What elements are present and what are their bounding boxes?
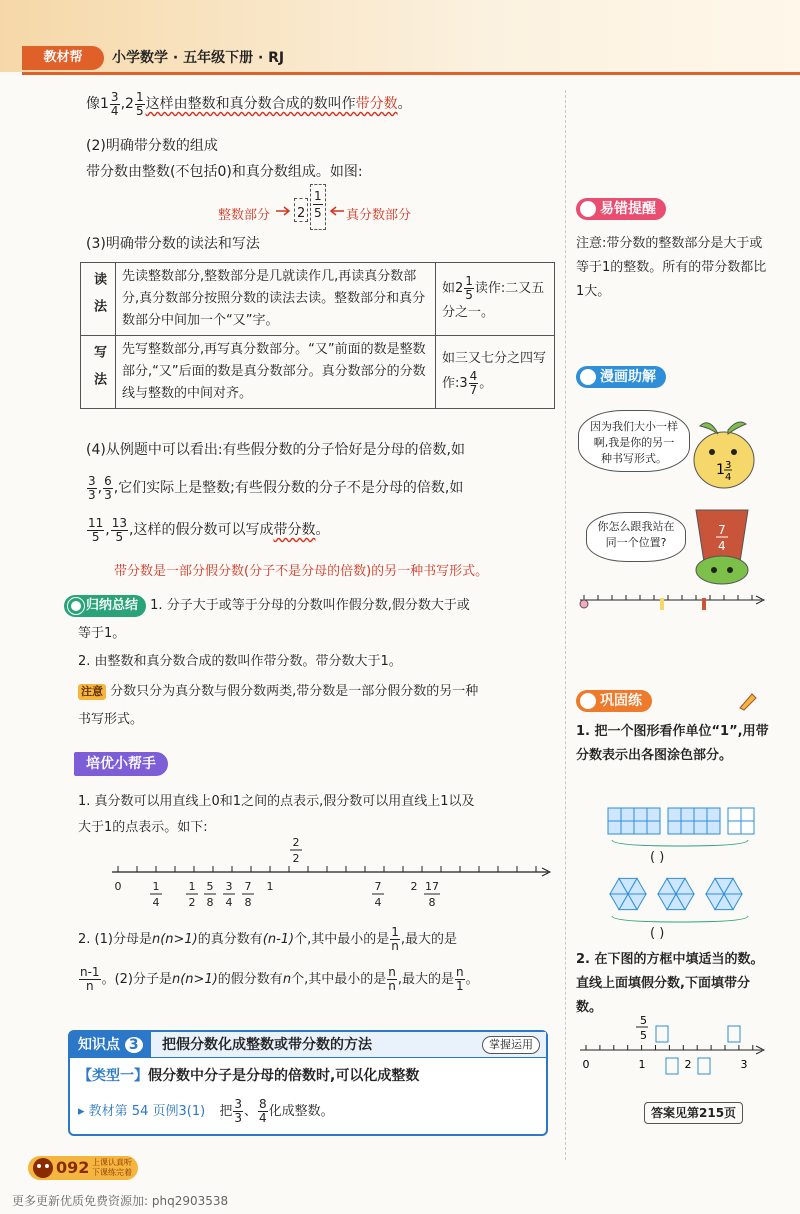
svg-text:2: 2	[410, 880, 418, 893]
svg-text:8: 8	[428, 896, 436, 909]
mistake-badge: 易错提醒	[576, 198, 666, 220]
header-divider	[22, 72, 800, 75]
triangle-icon: ▸	[78, 1104, 89, 1119]
svg-text:0: 0	[114, 880, 122, 893]
book-title: 小学数学 · 五年级下册 · RJ	[112, 50, 285, 66]
hand-icon	[580, 201, 596, 217]
pencil-icon	[736, 690, 758, 712]
speech-bubble-2: 你怎么跟我站在同一个位置?	[586, 512, 686, 562]
example-line: ▸ 教材第 54 页例3(1) 把 $\frac{3}{3}$ 、 $\frac{8}{4}$ 化成整数。	[78, 1097, 334, 1125]
fraction: $\frac{1}{5}$	[314, 189, 322, 220]
whole-part-label: 整数部分	[218, 208, 271, 223]
summary-badge: 归纳总结	[64, 595, 146, 617]
brand-tag: 教材帮	[22, 46, 104, 70]
term-mixed-number: 带分数	[355, 96, 398, 112]
svg-text:5: 5	[640, 1014, 647, 1027]
svg-text:0: 0	[582, 1058, 590, 1071]
comic-section	[576, 366, 772, 626]
page-number: 092	[56, 1158, 90, 1177]
mistake-text: 注意:带分数的整数部分是大于或等于1的整数。所有的带分数都比1大。	[576, 236, 767, 299]
row-example: 如2 $\frac{1}{5}$ 读作:二又五分之一。	[436, 263, 555, 336]
knowledge-point-number: 知识点 3	[70, 1032, 151, 1058]
svg-text:3: 3	[740, 1058, 748, 1071]
table-row	[81, 263, 555, 336]
number-line-1	[108, 830, 554, 926]
mastery-tag: 掌握运用	[482, 1036, 540, 1054]
svg-text:1: 1	[266, 880, 274, 893]
practice-section	[576, 690, 772, 1071]
helper-p1a: 1. 真分数可以用直线上0和1之间的点表示,假分数可以用直线上1以及	[78, 794, 475, 809]
summary-item2: 2. 由整数和真分数合成的数叫作带分数。带分数大于1。	[78, 654, 402, 669]
svg-text:4: 4	[225, 896, 233, 909]
svg-text:2: 2	[188, 896, 196, 909]
practice-q1: 1. 把一个图形看作单位“1”,用带分数表示出各图涂色部分。	[576, 724, 769, 763]
answer-reference: 答案见第215页	[644, 1102, 743, 1124]
row-rule: 先读整数部分,整数部分是几就读作几,再读真分数部分,真分数部分按照分数的读法去读。整数部分和真分数部分中间加一个“又”字。	[116, 263, 436, 336]
practice-badge: 巩固练	[576, 690, 652, 712]
improper-fraction-character-icon	[682, 506, 762, 586]
svg-text:3: 3	[725, 460, 732, 471]
row-example: 如三又七分之四写作:3 $\frac{4}{7}$ 。	[436, 336, 555, 409]
grid-shapes	[606, 806, 756, 838]
comic-number-line	[576, 586, 768, 616]
svg-text:2: 2	[684, 1058, 692, 1071]
answer-box-bottom[interactable]	[666, 1058, 678, 1074]
practice-q2: 2. 在下图的方框中填适当的数。直线上面填假分数,下面填带分数。	[576, 952, 764, 1015]
comic-badge: 漫画助解	[576, 366, 666, 388]
type-line: 【类型一】假分数中分子是分母的倍数时,可以化成整数	[78, 1068, 420, 1084]
section2-desc: 带分数由整数(不包括0)和真分数组成。如图:	[86, 164, 363, 180]
section4-note: 带分数是一部分假分数(分子不是分母的倍数)的另一种书写形式。	[114, 564, 489, 579]
caution-line2: 书写形式。	[78, 712, 144, 727]
svg-text:1: 1	[638, 1058, 646, 1071]
svg-text:17: 17	[425, 880, 439, 893]
watermark-text: 更多更新优质免费资源加: phq2903538	[12, 1194, 229, 1208]
section3-title: (3)明确带分数的读法和写法	[86, 236, 260, 252]
svg-text:4: 4	[718, 539, 726, 553]
number-line-2	[576, 1012, 772, 1088]
svg-text:8: 8	[206, 896, 214, 909]
row-rule: 先写整数部分,再写真分数部分。“又”前面的数是整数部分,“又”后面的数是真分数部分。真分数部分的分数线与整数的中间对齐。	[116, 336, 436, 409]
column-divider	[565, 90, 566, 1160]
svg-text:4: 4	[725, 472, 732, 483]
answer-blank-2[interactable]: ( )	[650, 926, 665, 941]
svg-text:1: 1	[716, 462, 725, 478]
speech-bubble-1: 因为我们大小一样啊,我是你的另一种书写形式。	[578, 410, 690, 472]
knowledge-point-title: 把假分数化成整数或带分数的方法	[162, 1037, 372, 1053]
fraction: $\frac{3}{4}$	[110, 89, 119, 118]
section4-line3: $\frac{11}{5}$ , $\frac{13}{5}$ ,这样的假分数可以写成带分数。	[88, 515, 330, 544]
helper-p2-line2: $\frac{n-1}{n}$ 。(2)分子是n(n>1)的假分数有n个,其中最小的是 $\frac{n}{n}$ ,最大的是 $\frac{n}{1}$ 。	[80, 965, 479, 993]
section4-line1: (4)从例题中可以看出:有些假分数的分子恰好是分母的倍数,如	[86, 442, 465, 458]
svg-text:8: 8	[244, 896, 252, 909]
caution-tag: 注意	[78, 684, 106, 700]
svg-text:2: 2	[292, 852, 300, 865]
star-icon	[580, 693, 596, 709]
fraction: $\frac{1}{5}$	[135, 89, 144, 118]
section2-title: (2)明确带分数的组成	[86, 138, 218, 154]
knowledge-point-box	[68, 1030, 548, 1136]
svg-text:3: 3	[225, 880, 233, 893]
brace	[610, 914, 750, 926]
svg-text:7: 7	[244, 880, 252, 893]
section4-line2: $\frac{3}{3}$ , $\frac{6}{3}$ ,它们实际上是整数;有些假分数的分子不是分母的倍数,如	[88, 473, 464, 502]
caution-line: 注意 分数只分为真分数与假分数两类,带分数是一部分假分数的另一种	[78, 678, 478, 706]
helper-p1b: 大于1的点表示。如下:	[78, 820, 208, 835]
brace	[610, 838, 750, 850]
row-head: 读法	[81, 263, 116, 336]
answer-box-top[interactable]	[656, 1026, 668, 1042]
row-head: 写法	[81, 336, 116, 409]
helper-p2-line1: 2. (1)分母是n(n>1)的真分数有(n-1)个,其中最小的是 $\frac{1}{n}$ ,最大的是	[78, 925, 458, 953]
mixed-number-diagram: 整数部分 2 $\frac{1}{5}$ 真分数部分	[218, 190, 438, 230]
knowledge-point-header	[70, 1032, 546, 1058]
helper-badge: 培优小帮手	[74, 752, 168, 776]
svg-text:5: 5	[640, 1029, 647, 1042]
mistake-section	[576, 198, 772, 304]
answer-box-top[interactable]	[728, 1026, 740, 1042]
summary-line1: 归纳总结 1. 分子大于或等于分母的分数叫作假分数,假分数大于或	[64, 592, 470, 620]
mascot-icon	[30, 1152, 56, 1182]
intro-line: 像1 $\frac{3}{4}$ ,2 $\frac{1}{5}$ 这样由整数和真分数合成的数叫作带分数。	[86, 89, 412, 118]
arrow-left-icon	[328, 206, 344, 216]
mixed-fraction-character-icon	[686, 416, 762, 492]
svg-text:7: 7	[718, 523, 726, 537]
svg-text:2: 2	[292, 836, 300, 849]
target-icon	[68, 598, 84, 614]
hexagon-shapes	[606, 872, 762, 916]
svg-text:1: 1	[152, 880, 160, 893]
svg-text:4: 4	[374, 896, 382, 909]
table-row	[81, 336, 555, 409]
svg-text:4: 4	[152, 896, 160, 909]
read-write-table	[80, 262, 555, 409]
answer-box-bottom[interactable]	[698, 1058, 710, 1074]
summary-line1b: 等于1。	[78, 626, 126, 641]
svg-text:7: 7	[374, 880, 382, 893]
answer-blank-1[interactable]: ( )	[650, 850, 665, 865]
fraction-part-label: 真分数部分	[346, 208, 412, 223]
svg-text:1: 1	[188, 880, 196, 893]
svg-text:5: 5	[206, 880, 214, 893]
arrow-right-icon	[276, 206, 292, 216]
footer-slogan: 上课认真听 下课练完着	[92, 1158, 132, 1177]
hand-icon	[580, 369, 596, 385]
